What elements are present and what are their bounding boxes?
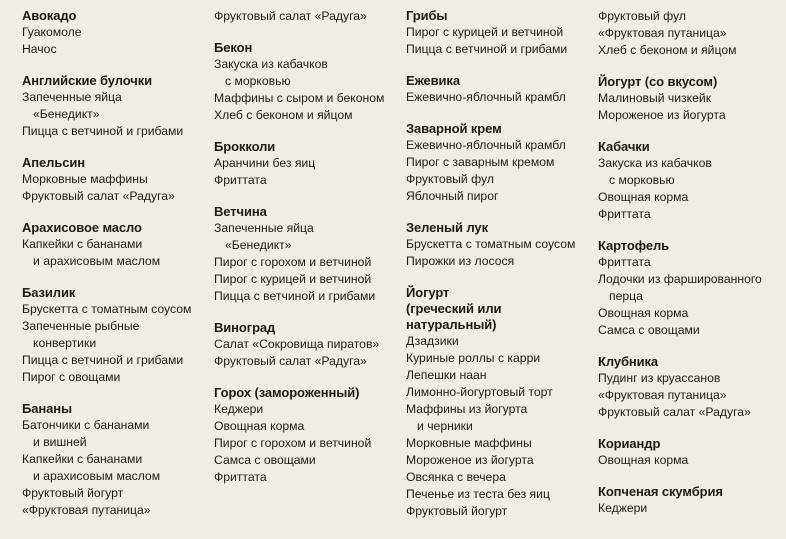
index-entry-group (22, 73, 212, 140)
recipe-entry: Лимонно-йогуртовый торт (406, 385, 553, 399)
recipe-entry: Фруктовый йогурт (22, 486, 124, 500)
recipe-entry: Кеджери (214, 402, 264, 416)
recipe-entry: Мороженое из йогурта (598, 108, 726, 122)
index-entry-group (214, 40, 404, 124)
index-column-2 (214, 8, 404, 501)
recipe-entry: Ежевично-яблочный крамбл (406, 90, 566, 104)
index-entry-group (214, 320, 404, 370)
recipe-entry: Запеченные рыбные (22, 319, 140, 333)
recipe-entry: «Фруктовая путаница» (22, 503, 151, 517)
recipe-entry: Лодочки из фаршированного (598, 272, 762, 286)
recipe-entry: Пицца с ветчиной и грибами (406, 42, 568, 56)
index-entry-group (214, 204, 404, 305)
recipe-entry: Пирог с курицей и ветчиной (406, 25, 564, 39)
recipe-entry: Фриттата (214, 470, 267, 484)
recipe-entry: Гуакомоле (22, 25, 82, 39)
ingredient-heading: Авокадо (22, 8, 77, 23)
recipe-entry: и черники (417, 419, 473, 433)
recipe-entry: Капкейки с бананами (22, 452, 143, 466)
recipe-entry: Малиновый чизкейк (598, 91, 712, 105)
recipe-entry: Пирог с горохом и ветчиной (214, 436, 372, 450)
index-entry-group (406, 285, 596, 520)
recipe-entry: Капкейки с бананами (22, 237, 143, 251)
recipe-entry: Печенье из теста без яиц (406, 487, 550, 501)
ingredient-heading: Заварной крем (406, 121, 502, 136)
ingredient-heading: Зеленый лук (406, 220, 488, 235)
ingredient-heading: Виноград (214, 320, 276, 335)
ingredient-heading: Ежевика (406, 73, 460, 88)
index-entry-group (406, 121, 596, 205)
recipe-entry: Пирожки из лосося (406, 254, 515, 268)
index-entry-group (214, 139, 404, 189)
index-entry-group (406, 8, 596, 58)
recipe-entry: и вишней (33, 435, 87, 449)
recipe-entry: Овощная корма (598, 306, 689, 320)
ingredient-heading: Картофель (598, 238, 670, 253)
recipe-entry: Запеченные яйца (22, 90, 122, 104)
recipe-entry: Ежевично-яблочный крамбл (406, 138, 566, 152)
recipe-entry: Овсянка с вечера (406, 470, 506, 484)
recipe-entry: Фруктовый салат «Радуга» (598, 405, 751, 419)
ingredient-heading: Базилик (22, 285, 76, 300)
index-entry-group (406, 73, 596, 106)
recipe-entry: и арахисовым маслом (33, 469, 161, 483)
recipe-entry: Морковные маффины (22, 172, 148, 186)
recipe-entry: Брускетта с томатным соусом (406, 237, 576, 251)
recipe-entry: Пицца с ветчиной и грибами (22, 353, 184, 367)
recipe-entry: «Бенедикт» (33, 107, 100, 121)
recipe-entry: Фриттата (598, 207, 651, 221)
ingredient-heading: Кабачки (598, 139, 650, 154)
recipe-entry: Фруктовый салат «Радуга» (214, 354, 367, 368)
ingredient-heading: Арахисовое масло (22, 220, 142, 235)
ingredient-heading: Грибы (406, 8, 448, 23)
recipe-entry: Мороженое из йогурта (406, 453, 534, 467)
index-entry-group (598, 8, 786, 59)
recipe-entry: Фриттата (598, 255, 651, 269)
recipe-entry: Фруктовый салат «Радуга» (214, 9, 367, 23)
ingredient-heading: Бананы (22, 401, 73, 416)
index-entry-group (598, 354, 786, 421)
recipe-entry: перца (609, 289, 643, 303)
recipe-entry: Аранчини без яиц (214, 156, 316, 170)
recipe-entry: Фруктовый фул (406, 172, 494, 186)
ingredient-heading: Йогурт (со вкусом) (598, 74, 718, 89)
recipe-entry: Хлеб с беконом и яйцом (598, 43, 737, 57)
recipe-entry: «Фруктовая путаница» (598, 388, 727, 402)
recipe-entry: с морковью (225, 74, 291, 88)
recipe-entry: Фруктовый фул (598, 9, 686, 23)
recipe-entry: Закуска из кабачков (598, 156, 712, 170)
index-entry-group (22, 8, 212, 58)
index-entry-group (22, 155, 212, 205)
recipe-entry: Брускетта с томатным соусом (22, 302, 192, 316)
recipe-entry: Хлеб с беконом и яйцом (214, 108, 353, 122)
recipe-entry: Начос (22, 42, 57, 56)
ingredient-heading: Брокколи (214, 139, 276, 154)
recipe-entry: Лепешки наан (406, 368, 487, 382)
recipe-entry: Дзадзики (406, 334, 459, 348)
index-entry-group (22, 285, 212, 386)
ingredient-heading: Английские булочки (22, 73, 153, 88)
recipe-entry: Запеченные яйца (214, 221, 314, 235)
ingredient-heading: Апельсин (22, 155, 85, 170)
recipe-entry: Морковные маффины (406, 436, 532, 450)
index-column-1 (22, 8, 212, 534)
recipe-entry: Пирог с заварным кремом (406, 155, 555, 169)
recipe-entry: Пицца с ветчиной и грибами (22, 124, 184, 138)
index-entry-group (406, 220, 596, 270)
recipe-entry: Пудинг из круассанов (598, 371, 721, 385)
index-column-4 (598, 8, 786, 532)
recipe-entry: и арахисовым маслом (33, 254, 161, 268)
index-entry-group (214, 8, 404, 25)
recipe-entry: Самса с овощами (598, 323, 700, 337)
recipe-entry: с морковью (609, 173, 675, 187)
recipe-entry: Батончики с бананами (22, 418, 150, 432)
recipe-entry: Куриные роллы с карри (406, 351, 541, 365)
index-entry-group (598, 484, 786, 517)
recipe-entry: Пицца с ветчиной и грибами (214, 289, 376, 303)
ingredient-heading: Йогурт (греческий или натуральный) (406, 285, 502, 332)
recipe-entry: Фриттата (214, 173, 267, 187)
ingredient-heading: Горох (замороженный) (214, 385, 360, 400)
recipe-entry: Закуска из кабачков (214, 57, 328, 71)
ingredient-heading: Кориандр (598, 436, 661, 451)
index-entry-group (598, 436, 786, 469)
recipe-entry: Салат «Сокровища пиратов» (214, 337, 380, 351)
recipe-entry: Овощная корма (214, 419, 305, 433)
recipe-entry: Пирог с курицей и ветчиной (214, 272, 372, 286)
index-entry-group (598, 74, 786, 124)
recipe-entry: конвертики (33, 336, 97, 350)
index-column-3 (406, 8, 596, 535)
ingredient-heading: Ветчина (214, 204, 267, 219)
index-entry-group (214, 385, 404, 486)
index-entry-group (598, 139, 786, 223)
recipe-entry: Маффины с сыром и беконом (214, 91, 385, 105)
recipe-entry: Фруктовый салат «Радуга» (22, 189, 175, 203)
recipe-entry: Овощная корма (598, 453, 689, 467)
index-entry-group (598, 238, 786, 339)
recipe-entry: Пирог с горохом и ветчиной (214, 255, 372, 269)
ingredient-heading: Клубника (598, 354, 659, 369)
recipe-entry: Самса с овощами (214, 453, 316, 467)
recipe-entry: Яблочный пирог (406, 189, 499, 203)
ingredient-heading: Копченая скумбрия (598, 484, 723, 499)
ingredient-heading: Бекон (214, 40, 253, 55)
recipe-entry: «Фруктовая путаница» (598, 26, 727, 40)
recipe-entry: «Бенедикт» (225, 238, 292, 252)
index-entry-group (22, 220, 212, 270)
recipe-entry: Маффины из йогурта (406, 402, 528, 416)
index-entry-group (22, 401, 212, 519)
recipe-entry: Овощная корма (598, 190, 689, 204)
recipe-entry: Фруктовый йогурт (406, 504, 508, 518)
recipe-entry: Кеджери (598, 501, 648, 515)
recipe-entry: Пирог с овощами (22, 370, 121, 384)
